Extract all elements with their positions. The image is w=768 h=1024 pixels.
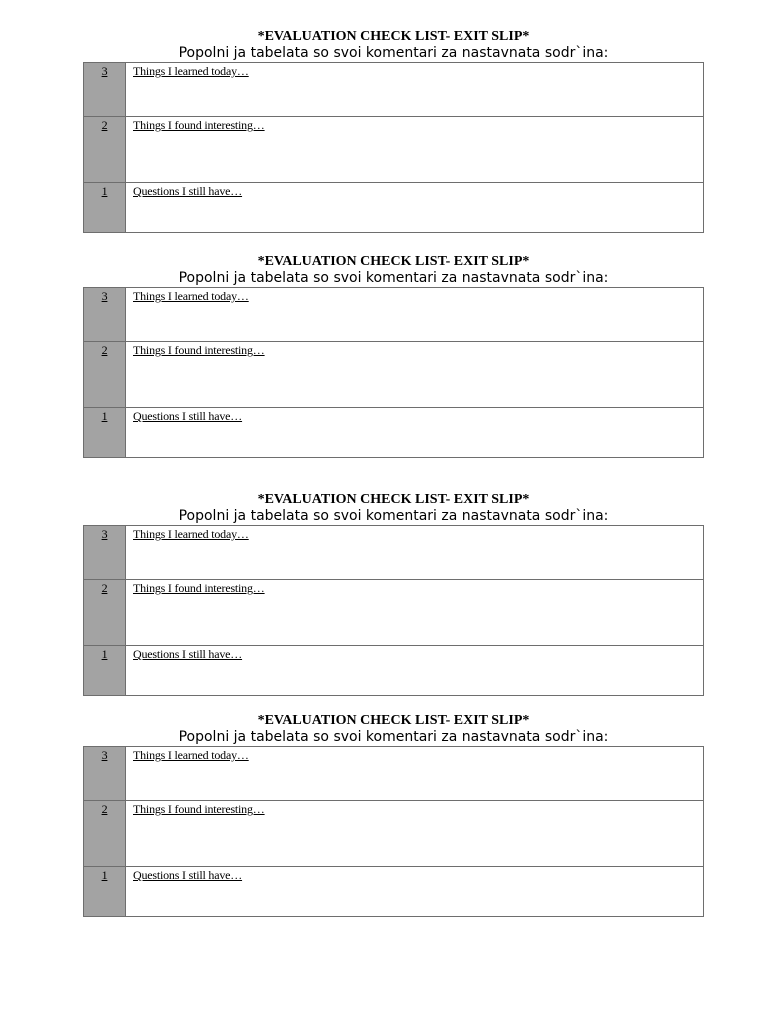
exit-slip (83, 712, 704, 917)
table-row (84, 801, 704, 867)
row-number: 3 (101, 527, 108, 541)
row-prompt: Things I learned today… (133, 289, 249, 303)
row-number: 3 (101, 289, 108, 303)
table-row (84, 646, 704, 696)
table-row (84, 63, 704, 117)
row-number-cell (84, 63, 126, 117)
row-number-cell (84, 580, 126, 646)
response-cell[interactable] (126, 63, 704, 117)
table-row (84, 580, 704, 646)
checklist-table (83, 746, 704, 917)
response-cell[interactable] (126, 408, 704, 458)
exit-slip (83, 491, 704, 696)
slip-title: *EVALUATION CHECK LIST- EXIT SLIP* (257, 29, 530, 44)
slip-instruction: Popolni ja tabelata so svoi komentari za nastavnata sodr`ina: (178, 508, 609, 524)
row-number: 3 (101, 748, 108, 762)
row-prompt: Questions I still have… (133, 184, 243, 198)
response-cell[interactable] (126, 342, 704, 408)
response-cell[interactable] (126, 801, 704, 867)
response-cell[interactable] (126, 183, 704, 233)
row-prompt: Questions I still have… (133, 868, 243, 882)
slip-instruction: Popolni ja tabelata so svoi komentari za nastavnata sodr`ina: (178, 45, 609, 61)
row-number: 2 (101, 581, 108, 595)
checklist-table (83, 62, 704, 233)
slip-title: *EVALUATION CHECK LIST- EXIT SLIP* (257, 254, 530, 269)
response-cell[interactable] (126, 580, 704, 646)
row-number: 1 (101, 647, 108, 661)
row-number-cell (84, 526, 126, 580)
exit-slip (83, 253, 704, 458)
table-row (84, 747, 704, 801)
row-number: 1 (101, 868, 108, 882)
row-number-cell (84, 867, 126, 917)
row-number-cell (84, 801, 126, 867)
row-number-cell (84, 342, 126, 408)
row-number-cell (84, 288, 126, 342)
row-number: 1 (101, 409, 108, 423)
response-cell[interactable] (126, 117, 704, 183)
response-cell[interactable] (126, 288, 704, 342)
row-number-cell (84, 747, 126, 801)
row-number-cell (84, 117, 126, 183)
table-row (84, 408, 704, 458)
row-prompt: Questions I still have… (133, 647, 243, 661)
row-prompt: Things I found interesting… (133, 118, 265, 132)
row-prompt: Questions I still have… (133, 409, 243, 423)
row-prompt: Things I learned today… (133, 64, 249, 78)
response-cell[interactable] (126, 867, 704, 917)
row-number-cell (84, 183, 126, 233)
slip-instruction: Popolni ja tabelata so svoi komentari za nastavnata sodr`ina: (178, 270, 609, 286)
slip-title: *EVALUATION CHECK LIST- EXIT SLIP* (257, 713, 530, 728)
row-number: 1 (101, 184, 108, 198)
row-number: 2 (101, 802, 108, 816)
checklist-table (83, 287, 704, 458)
table-row (84, 183, 704, 233)
row-number-cell (84, 646, 126, 696)
table-row (84, 117, 704, 183)
table-row (84, 526, 704, 580)
row-number-cell (84, 408, 126, 458)
row-number: 2 (101, 118, 108, 132)
row-number: 2 (101, 343, 108, 357)
row-prompt: Things I found interesting… (133, 343, 265, 357)
response-cell[interactable] (126, 526, 704, 580)
row-prompt: Things I learned today… (133, 748, 249, 762)
row-prompt: Things I learned today… (133, 527, 249, 541)
checklist-table (83, 525, 704, 696)
slip-title: *EVALUATION CHECK LIST- EXIT SLIP* (257, 492, 530, 507)
table-row (84, 288, 704, 342)
response-cell[interactable] (126, 747, 704, 801)
exit-slip (83, 28, 704, 233)
table-row (84, 342, 704, 408)
row-prompt: Things I found interesting… (133, 581, 265, 595)
response-cell[interactable] (126, 646, 704, 696)
slip-instruction: Popolni ja tabelata so svoi komentari za nastavnata sodr`ina: (178, 729, 609, 745)
row-prompt: Things I found interesting… (133, 802, 265, 816)
table-row (84, 867, 704, 917)
row-number: 3 (101, 64, 108, 78)
